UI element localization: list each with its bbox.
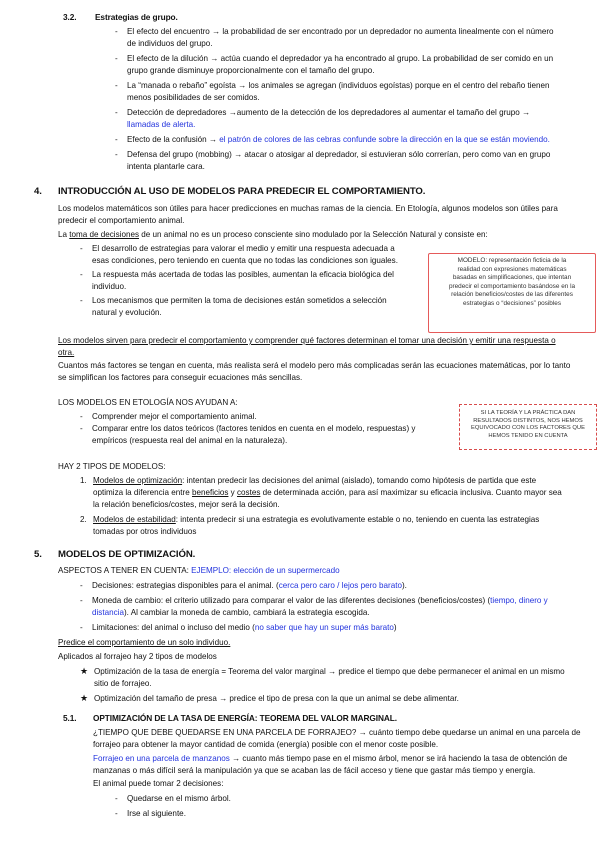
- star-bullet-icon: ★: [80, 666, 89, 676]
- list-item: - Comprender mejor el comportamiento animal.: [80, 412, 257, 421]
- section-title: Estrategias de grupo.: [95, 12, 178, 22]
- list-item-cont: la relación beneficios/costes, mejor será la decisión.: [93, 500, 280, 509]
- paragraph: se simplifican los factores para conseguir ecuaciones más sencillas.: [58, 373, 303, 382]
- list-item: - Detección de depredadores →aumento de la detección de los depredadores al aumentar el tamaño del grupo →: [115, 108, 531, 117]
- list-item: ★ Optimización de la tasa de energía = Teorema del valor marginal → predice el tiempo que debe permanecer el animal en un mismo: [80, 666, 565, 676]
- subheading: HAY 2 TIPOS DE MODELOS:: [58, 462, 166, 471]
- list-item-cont: distancia). Al cambiar la moneda de cambio, cambiará la estrategia escogida.: [92, 608, 370, 617]
- list-item: - Comparar entre los datos teóricos (factores tenidos en cuenta en el modelo, respuestas) y: [80, 424, 416, 433]
- list-item: - Irse al siguiente.: [115, 809, 186, 818]
- list-item-cont: intenta plantarle cara.: [127, 162, 205, 171]
- paragraph: predecir el comportamiento animal.: [58, 216, 185, 225]
- paragraph: otra.: [58, 348, 75, 357]
- model-definition-box: MODELO: representación ficticia de la realidad con expresiones matemáticas basadas en simplificaciones, que intentan predecir el comportamiento basándose en la relación beneficios/costes de las diferentes estrategias o “decisiones” posibles: [428, 253, 596, 333]
- section-title: INTRODUCCIÓN AL USO DE MODELOS PARA PREDECIR EL COMPORTAMIENTO.: [58, 186, 426, 197]
- list-item: - Defensa del grupo (mobbing) → atacar o atosigar al depredador, si estuvieran sólo correrían, pero como van en grupo: [115, 150, 551, 159]
- section-number: 5.1.: [63, 713, 77, 723]
- list-item-cont: individuo.: [92, 282, 127, 291]
- paragraph: forrajeo para obtener la mayor cantidad de comida (energía) posible con el menor coste posible.: [93, 740, 439, 749]
- list-item: Modelos de estabilidad: intenta predecir si una estrategia es evolutivamente estable o no, teniendo en cuenta las estrategias: [93, 515, 540, 524]
- list-item: - Limitaciones: del animal o incluso del medio (no saber que hay un super más barato): [80, 623, 397, 632]
- subheading: LOS MODELOS EN ETOLOGÍA NOS AYUDAN A:: [58, 398, 238, 407]
- list-item: - Efecto de la confusión → el patrón de colores de las cebras confunde sobre la dirección en la que se están moviendo.: [115, 135, 550, 144]
- list-item: - Los mecanismos que permiten la toma de decisiones están sometidos a selección: [80, 296, 387, 305]
- list-item: - La “manada o rebaño” egoísta → los animales se agregan (individuos egoístas) porque en el centro del rebaño tienen: [115, 81, 550, 90]
- list-item-cont: esas condiciones, pero teniendo en cuenta que no todas las condiciones son iguales.: [92, 256, 398, 265]
- section-number: 4.: [34, 186, 42, 197]
- list-item: - El efecto del encuentro → la probabilidad de ser encontrado por un depredador no aumenta linealmente con el número: [115, 27, 554, 36]
- list-item: - Decisiones: estrategias disponibles para el animal. (cerca pero caro / lejos pero barato).: [80, 581, 407, 590]
- list-item-cont: grupo grande disminuye proporcionalmente con el tamaño del grupo.: [127, 66, 375, 75]
- paragraph: Forrajeo en una parcela de manzanos → cuanto más tiempo pase en el mismo árbol, menor se irá haciendo la tasa de obtención de: [93, 754, 568, 763]
- list-item-cont: natural y evolución.: [92, 308, 162, 317]
- list-item: - Moneda de cambio: el criterio utilizado para comparar el valor de las diferentes decisiones (beneficios/costes) (tiempo, dinero y: [80, 596, 548, 605]
- paragraph: Los modelos sirven para predecir el comportamiento y comprender qué factores determinan el tomar una decisión y emitir una respuesta o: [58, 336, 556, 345]
- subheading: ASPECTOS A TENER EN CUENTA: EJEMPLO: elección de un supermercado: [58, 566, 340, 575]
- list-item-cont: tomadas por otros individuos: [93, 527, 197, 536]
- section-title: OPTIMIZACIÓN DE LA TASA DE ENERGÍA: TEOREMA DEL VALOR MARGINAL.: [93, 713, 397, 723]
- paragraph: Aplicados al forrajeo hay 2 tipos de modelos: [58, 652, 217, 661]
- list-item-cont: optimiza la diferencia entre beneficios y costes de determinada acción, para así maximizar su eficacia inclusiva. Cuanto mayor sea: [93, 488, 562, 497]
- star-bullet-icon: ★: [80, 693, 89, 703]
- paragraph: ¿TIEMPO QUE DEBE QUEDARSE EN UNA PARCELA DE FORRAJEO? → cuánto tiempo debe quedarse un animal en una parcela de: [93, 728, 581, 737]
- list-number: 1.: [80, 476, 87, 485]
- section-number: 3.2.: [63, 12, 77, 22]
- list-item: - El efecto de la dilución → actúa cuando el depredador ya ha encontrado al grupo. La probabilidad de ser comido en un: [115, 54, 554, 63]
- section-title: MODELOS DE OPTIMIZACIÓN.: [58, 549, 196, 560]
- paragraph: La toma de decisiones de un animal no es un proceso consciente sino modulado por la Selección Natural y consiste en:: [58, 230, 488, 239]
- list-item: - Quedarse en el mismo árbol.: [115, 794, 231, 803]
- list-item-cont: sitio de forrajeo.: [94, 679, 152, 688]
- paragraph: Predice el comportamiento de un solo individuo.: [58, 638, 231, 647]
- list-number: 2.: [80, 515, 87, 524]
- list-item: - La respuesta más acertada de todas las posibles, aumentan la eficacia biológica del: [80, 270, 394, 279]
- paragraph: Los modelos matemáticos son útiles para hacer predicciones en muchas ramas de la ciencia. En Etología, algunos modelos son útiles para: [58, 204, 558, 213]
- list-item-cont: menos posibilidades de ser comidos.: [127, 93, 260, 102]
- list-item-cont: empíricos (respuesta real del animal en la naturaleza).: [92, 436, 288, 445]
- list-item: ★ Optimización del tamaño de presa → predice el tipo de presa con la que un animal se debe alimentar.: [80, 693, 459, 703]
- list-item: Modelos de optimización: intentan predecir las decisiones del animal (aislado), tomando como hipótesis de partida que este: [93, 476, 537, 485]
- list-item-cont: llamadas de alerta.: [127, 120, 196, 129]
- list-item: - El desarrollo de estrategias para valorar el medio y emitir una respuesta adecuada a: [80, 244, 395, 253]
- theory-practice-box: SI LA TEORÍA Y LA PRÁCTICA DAN RESULTADOS DISTINTOS, NOS HEMOS EQUIVOCADO CON LOS FACTORES QUE HEMOS TENIDO EN CUENTA: [459, 404, 597, 450]
- paragraph: manzanas o más difícil será la manipulación ya que se acaban las de fácil acceso y tiene que gastar más tiempo y energía.: [93, 766, 536, 775]
- list-item-cont: de individuos del grupo.: [127, 39, 213, 48]
- paragraph: Cuantos más factores se tengan en cuenta, más realista será el modelo pero más complicadas serán las ecuaciones matemáticas, por lo tanto: [58, 361, 571, 370]
- paragraph: El animal puede tomar 2 decisiones:: [93, 779, 224, 788]
- section-number: 5.: [34, 549, 42, 560]
